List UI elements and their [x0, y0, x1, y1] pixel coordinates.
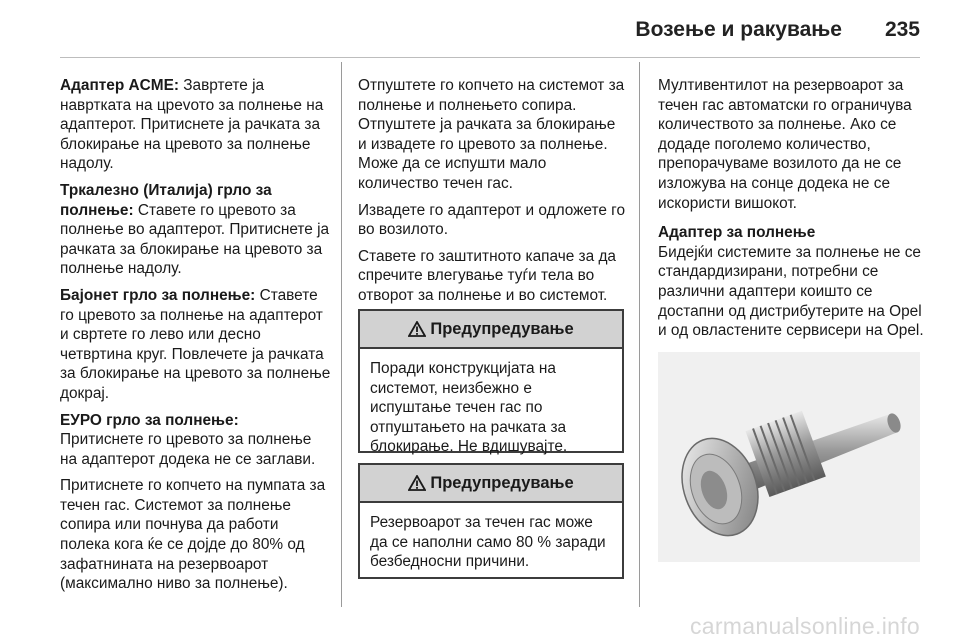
warning-triangle-icon — [408, 321, 426, 337]
warning-triangle-icon — [408, 475, 426, 491]
warning-title: Предупредување — [430, 319, 574, 338]
paragraph-text: Притиснете го цревото за полнење на адаптерот додека не се заглави. — [60, 431, 316, 468]
paragraph-release-button: Отпуштете го копчето на системот за полнење и полнењето сопира. Отпуштете ја рачката за блокирање и извадете го цревото за полнење. Може да се испушти мало количество течен гас. — [358, 77, 625, 192]
warning-header — [360, 311, 622, 349]
section-heading-filling-adapter: Адаптер за полнење — [658, 224, 816, 242]
paragraph-protective-cap: Ставете го заштитното капаче за да спречите влегување туѓи тела во отворот за полнење и во системот. — [358, 247, 616, 304]
paragraph-multivalve: Мултивентилот на резервоарот за течен гас автоматски го ограничува количеството за полнење. Ако се додаде поголемо количество, препорачуваме возилото да не се изложува на сонце додека не се искористи вишокот. — [658, 77, 912, 212]
page-title: Возење и ракување — [635, 18, 842, 41]
column-1 — [60, 76, 332, 601]
paragraph-text: Ставете го цревото за полнење на адаптерот и свртете го лево или десно четвртина круг. Повлечете ја рачката за блокирање на цревото за полнење докрај. — [60, 286, 331, 402]
paragraph-remove-adapter: Извадете го адаптерот и одложете го во возилото. — [358, 201, 626, 239]
paragraph-acme-adapter — [60, 76, 332, 174]
column-divider-2 — [639, 62, 640, 607]
term-italy-nozzle: Тркалезно (Италија) грло за полнење: — [60, 181, 272, 219]
paragraph-italy-nozzle — [60, 181, 332, 279]
adapter-figure — [658, 352, 920, 562]
paragraph-pump-button: Притиснете го копчето на пумпата за течен гас. Системот за полнење сопира или почнува да работи полека кога ќе се дојде до 80% од зафатнината на резервоарот (максимално ниво за полнење). — [60, 477, 326, 593]
paragraph-euro-nozzle — [60, 411, 332, 470]
lpg-filling-adapter-illustration — [658, 352, 920, 562]
page-header — [0, 0, 960, 50]
warning-title: Предупредување — [430, 473, 574, 492]
warning-text: Резервоарот за течен гас може да се наполни само 80 % заради безбедносни причини. — [370, 514, 606, 571]
column-2 — [358, 76, 626, 313]
warning-box-1 — [358, 309, 624, 456]
paragraph-text: Завртете ја навртката на црevото за полнење на адаптерот. Притиснете ја рачката за блокирање на цревото за полнење надолу. — [60, 77, 324, 173]
column-3 — [658, 76, 924, 348]
warning-box-2 — [358, 463, 624, 579]
watermark-text: carmanualsonline.info — [689, 613, 920, 639]
paragraph-bayonet-nozzle — [60, 286, 332, 404]
paragraph-text: Ставете го цревото за полнење во адаптерот. Притиснете ја рачката за блокирање на цревото за полнење надолу. — [60, 201, 330, 278]
header-divider — [60, 57, 920, 58]
warning-header — [360, 465, 622, 503]
warning-text: Поради конструкцијата на системот, неизбежно е испуштање течен гас по отпуштањето на рачката за блокирање. Не вдишувајте. — [370, 360, 568, 456]
term-euro-nozzle: ЕУРО грло за полнење: — [60, 411, 239, 429]
column-divider-1 — [341, 62, 342, 607]
page-number: 235 — [884, 18, 920, 41]
term-acme-adapter: Адаптер ACME: — [60, 77, 179, 94]
paragraph-adapters: Бидејќи системите за полнење не се стандардизирани, потребни се различни адаптери коишто се достапни од дистрибутерите на Opel и од овластените сервисери на Opel. — [658, 243, 924, 340]
term-bayonet-nozzle: Бајонет грло за полнење: — [60, 286, 256, 304]
